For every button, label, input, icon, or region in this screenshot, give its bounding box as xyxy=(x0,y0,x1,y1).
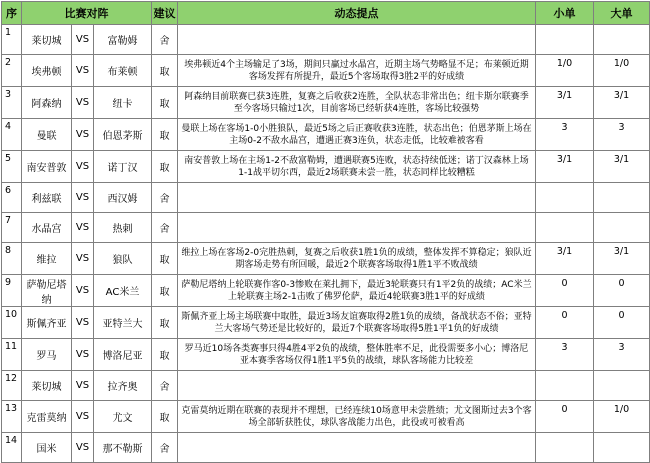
header-index: 序 xyxy=(2,2,22,25)
row-index: 9 xyxy=(2,275,22,307)
small-bet-cell: 3 xyxy=(536,119,594,151)
advice-cell: 取 xyxy=(152,243,178,275)
advice-cell: 取 xyxy=(152,119,178,151)
home-team: 利兹联 xyxy=(22,183,72,213)
small-bet-cell: 3/1 xyxy=(536,87,594,119)
vs-label: VS xyxy=(72,55,94,87)
vs-label: VS xyxy=(72,401,94,433)
row-index: 11 xyxy=(2,339,22,371)
home-team: 阿森纳 xyxy=(22,87,72,119)
table-body xyxy=(2,25,650,463)
small-bet-cell: 0 xyxy=(536,275,594,307)
row-index: 1 xyxy=(2,25,22,55)
note-cell: 克雷莫纳近期在联赛的表现并不理想，已经连续10场意甲未尝胜绩；尤文图斯过去3个客场全部斩获胜仗，球队客战能力出色，此役或可被看高 xyxy=(178,401,536,433)
away-team: 伯恩茅斯 xyxy=(94,119,152,151)
small-bet-cell xyxy=(536,25,594,55)
table-row xyxy=(2,339,650,371)
advice-cell: 取 xyxy=(152,151,178,183)
vs-label: VS xyxy=(72,119,94,151)
big-bet-cell xyxy=(594,25,650,55)
away-team: 尤文 xyxy=(94,401,152,433)
small-bet-cell xyxy=(536,213,594,243)
home-team: 莱切城 xyxy=(22,25,72,55)
big-bet-cell: 3 xyxy=(594,339,650,371)
away-team: 热刺 xyxy=(94,213,152,243)
big-bet-cell xyxy=(594,213,650,243)
vs-label: VS xyxy=(72,87,94,119)
table-row xyxy=(2,87,650,119)
advice-cell: 取 xyxy=(152,275,178,307)
table-row xyxy=(2,243,650,275)
note-cell: 阿森纳目前联赛已获3连胜，复赛之后收获2连胜，全队状态非常出色；纽卡斯尔联赛季至今客场只输过1次，目前客场已经斩获4连胜，客场比较强势 xyxy=(178,87,536,119)
advice-cell: 舍 xyxy=(152,433,178,463)
big-bet-cell: 3 xyxy=(594,119,650,151)
home-team: 萨勒尼塔纳 xyxy=(22,275,72,307)
small-bet-cell: 3/1 xyxy=(536,243,594,275)
big-bet-cell: 1/0 xyxy=(594,55,650,87)
row-index: 8 xyxy=(2,243,22,275)
small-bet-cell xyxy=(536,183,594,213)
vs-label: VS xyxy=(72,25,94,55)
away-team: 博洛尼亚 xyxy=(94,339,152,371)
note-cell xyxy=(178,433,536,463)
table-row xyxy=(2,433,650,463)
table-row xyxy=(2,55,650,87)
header-row xyxy=(2,2,650,25)
vs-label: VS xyxy=(72,275,94,307)
home-team: 南安普敦 xyxy=(22,151,72,183)
small-bet-cell: 3/1 xyxy=(536,151,594,183)
home-team: 维拉 xyxy=(22,243,72,275)
header-match: 比赛对阵 xyxy=(22,2,152,25)
row-index: 2 xyxy=(2,55,22,87)
small-bet-cell: 1/0 xyxy=(536,55,594,87)
table-row xyxy=(2,307,650,339)
note-cell: 埃弗顿近4个主场输足了3场，期间只赢过水晶宫，近期主场气势略显不足；布莱顿近期客场发挥有所提升，最近5个客场取得3胜2平的好成绩 xyxy=(178,55,536,87)
vs-label: VS xyxy=(72,243,94,275)
home-team: 莱切城 xyxy=(22,371,72,401)
vs-label: VS xyxy=(72,371,94,401)
advice-cell: 取 xyxy=(152,307,178,339)
small-bet-cell xyxy=(536,433,594,463)
big-bet-cell: 1/0 xyxy=(594,401,650,433)
small-bet-cell: 0 xyxy=(536,401,594,433)
row-index: 10 xyxy=(2,307,22,339)
home-team: 国米 xyxy=(22,433,72,463)
advice-cell: 舍 xyxy=(152,213,178,243)
big-bet-cell xyxy=(594,433,650,463)
table-row xyxy=(2,371,650,401)
header-advice: 建议 xyxy=(152,2,178,25)
prediction-table xyxy=(1,1,650,463)
note-cell: 维拉上场在客场2-0完胜热刺，复赛之后收获1胜1负的成绩，整体发挥不算稳定；狼队近期客场走势有所回暖，最近2个联赛客场取得1胜1平不败战绩 xyxy=(178,243,536,275)
home-team: 罗马 xyxy=(22,339,72,371)
advice-cell: 舍 xyxy=(152,25,178,55)
big-bet-cell: 0 xyxy=(594,307,650,339)
row-index: 7 xyxy=(2,213,22,243)
vs-label: VS xyxy=(72,307,94,339)
away-team: 那不勒斯 xyxy=(94,433,152,463)
table-row xyxy=(2,401,650,433)
away-team: 亚特兰大 xyxy=(94,307,152,339)
note-cell xyxy=(178,25,536,55)
table-row xyxy=(2,275,650,307)
row-index: 5 xyxy=(2,151,22,183)
advice-cell: 取 xyxy=(152,55,178,87)
table-row xyxy=(2,151,650,183)
small-bet-cell xyxy=(536,371,594,401)
away-team: 拉齐奥 xyxy=(94,371,152,401)
row-index: 14 xyxy=(2,433,22,463)
away-team: 狼队 xyxy=(94,243,152,275)
away-team: 富勒姆 xyxy=(94,25,152,55)
away-team: 纽卡 xyxy=(94,87,152,119)
note-cell: 南安普敦上场在主场1-2不敌富勒姆，遭遇联赛5连败，状态持续低迷；诺丁汉森林上场1-1战平切尔西，最近2场联赛未尝一胜，状态同样比较糟糕 xyxy=(178,151,536,183)
header-notes: 动态提点 xyxy=(178,2,536,25)
vs-label: VS xyxy=(72,151,94,183)
small-bet-cell: 3 xyxy=(536,339,594,371)
table-row xyxy=(2,119,650,151)
big-bet-cell xyxy=(594,371,650,401)
home-team: 克雷莫纳 xyxy=(22,401,72,433)
note-cell: 曼联上场在客场1-0小胜狼队，最近5场之后正赛收获3连胜，状态出色；伯恩茅斯上场在主场0-2不敌水晶宫，遭遇正赛3连负，状态走低，比较难被客看 xyxy=(178,119,536,151)
row-index: 13 xyxy=(2,401,22,433)
note-cell: 罗马近10场各类赛事只得4胜4平2负的战绩，整体胜率不足，此役需要多小心；博洛尼亚本赛季客场仅得1胜1平5负的战绩，球队客场能力比较差 xyxy=(178,339,536,371)
big-bet-cell: 3/1 xyxy=(594,87,650,119)
note-cell: 斯佩齐亚上场主场联赛中取胜，最近3场友谊赛取得2胜1负的成绩，备战状态不俗；亚特兰大客场气势还是比较好的，最近7个联赛客场取得5胜1平1负的好成绩 xyxy=(178,307,536,339)
row-index: 12 xyxy=(2,371,22,401)
row-index: 4 xyxy=(2,119,22,151)
note-cell xyxy=(178,213,536,243)
home-team: 曼联 xyxy=(22,119,72,151)
advice-cell: 舍 xyxy=(152,183,178,213)
home-team: 斯佩齐亚 xyxy=(22,307,72,339)
table-row xyxy=(2,25,650,55)
row-index: 3 xyxy=(2,87,22,119)
vs-label: VS xyxy=(72,339,94,371)
advice-cell: 取 xyxy=(152,339,178,371)
header-small: 小单 xyxy=(536,2,594,25)
home-team: 埃弗顿 xyxy=(22,55,72,87)
vs-label: VS xyxy=(72,213,94,243)
table-row xyxy=(2,213,650,243)
advice-cell: 舍 xyxy=(152,371,178,401)
vs-label: VS xyxy=(72,433,94,463)
row-index: 6 xyxy=(2,183,22,213)
away-team: 诺丁汉 xyxy=(94,151,152,183)
note-cell xyxy=(178,183,536,213)
away-team: AC米兰 xyxy=(94,275,152,307)
big-bet-cell xyxy=(594,183,650,213)
big-bet-cell: 0 xyxy=(594,275,650,307)
big-bet-cell: 3/1 xyxy=(594,151,650,183)
away-team: 布莱顿 xyxy=(94,55,152,87)
note-cell xyxy=(178,371,536,401)
vs-label: VS xyxy=(72,183,94,213)
big-bet-cell: 3/1 xyxy=(594,243,650,275)
note-cell: 萨勒尼塔纳上轮联赛作客0-3惨败在莱扎拥下，最近3轮联赛只有1平2负的战绩；AC米兰上轮联赛主场2-1击败了佛罗伦萨，最近4轮联赛3胜1平的好成绩 xyxy=(178,275,536,307)
small-bet-cell: 0 xyxy=(536,307,594,339)
home-team: 水晶宫 xyxy=(22,213,72,243)
away-team: 西汉姆 xyxy=(94,183,152,213)
table-row xyxy=(2,183,650,213)
advice-cell: 取 xyxy=(152,87,178,119)
header-big: 大单 xyxy=(594,2,650,25)
advice-cell: 取 xyxy=(152,401,178,433)
